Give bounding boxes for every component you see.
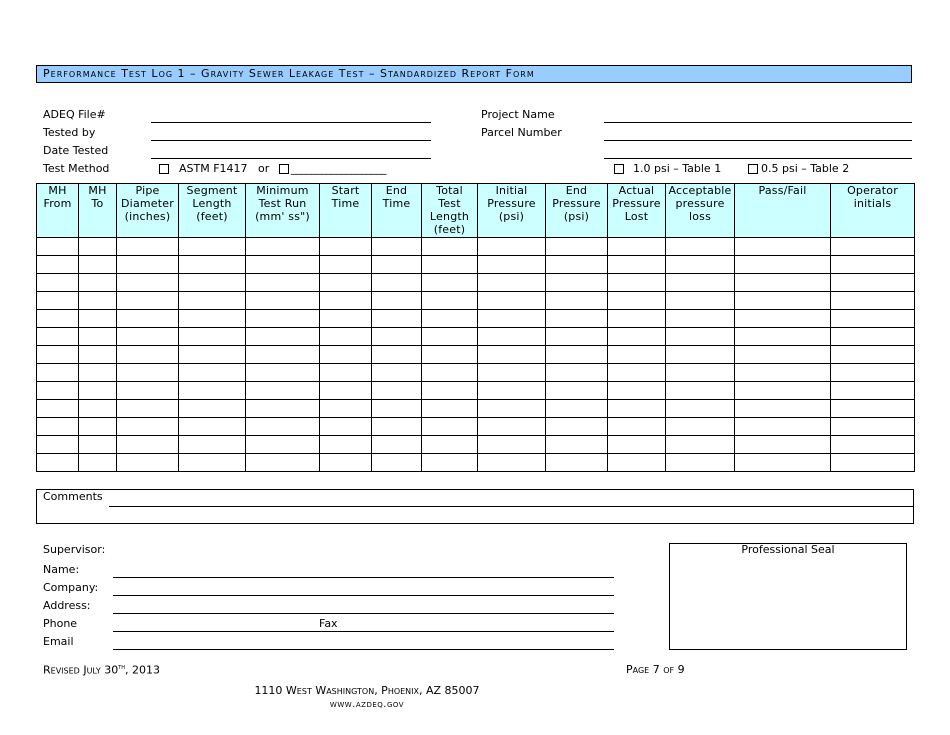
table-cell[interactable]: [831, 364, 915, 382]
table-cell[interactable]: [735, 382, 831, 400]
table-cell[interactable]: [608, 454, 666, 472]
table-cell[interactable]: [831, 418, 915, 436]
table-cell[interactable]: [831, 274, 915, 292]
date-tested-field[interactable]: [151, 158, 431, 159]
table-cell[interactable]: [735, 400, 831, 418]
table-cell[interactable]: [608, 346, 666, 364]
table-cell[interactable]: [372, 400, 422, 418]
table-cell[interactable]: [735, 346, 831, 364]
table-cell[interactable]: [320, 418, 372, 436]
table-cell[interactable]: [478, 364, 546, 382]
table-cell[interactable]: [422, 328, 478, 346]
table-cell[interactable]: [735, 328, 831, 346]
table-cell[interactable]: [831, 454, 915, 472]
table-cell[interactable]: [320, 238, 372, 256]
table-cell[interactable]: [372, 364, 422, 382]
table-cell[interactable]: [320, 436, 372, 454]
table-row: [37, 418, 915, 436]
table-cell[interactable]: [422, 256, 478, 274]
table-cell[interactable]: [320, 292, 372, 310]
table-cell[interactable]: [37, 418, 79, 436]
table-cell[interactable]: [179, 454, 246, 472]
label-phone: Phone: [43, 617, 78, 630]
table-cell[interactable]: [666, 238, 735, 256]
table-cell[interactable]: [117, 310, 179, 328]
table-cell[interactable]: [79, 310, 117, 328]
company-field[interactable]: [113, 595, 614, 596]
adeq-file-field[interactable]: [151, 122, 431, 123]
table-header-row: [37, 184, 915, 238]
table-row: [37, 382, 915, 400]
table-cell[interactable]: [372, 382, 422, 400]
label-adeq-file: ADEQ File#: [43, 108, 106, 121]
phone-fax-field[interactable]: [113, 631, 614, 632]
table-row: [37, 436, 915, 454]
column-header: End Time: [372, 184, 422, 238]
professional-seal-box: [669, 543, 907, 650]
other-method-field[interactable]: ___________________: [291, 162, 386, 175]
column-header: MH To: [79, 184, 117, 238]
test-log-table: [36, 183, 915, 472]
label-company: Company:: [43, 581, 99, 594]
table-cell[interactable]: [79, 382, 117, 400]
table-cell[interactable]: [372, 328, 422, 346]
email-field[interactable]: [113, 649, 614, 650]
table-cell[interactable]: [422, 364, 478, 382]
table-cell[interactable]: [179, 364, 246, 382]
table-cell[interactable]: [117, 256, 179, 274]
table-cell[interactable]: [179, 292, 246, 310]
table-cell[interactable]: [608, 292, 666, 310]
comments-line-1: [109, 506, 913, 507]
table-cell[interactable]: [372, 418, 422, 436]
label-test-method: Test Method: [43, 162, 110, 175]
table-cell[interactable]: [372, 292, 422, 310]
column-header: Initial Pressure (psi): [478, 184, 546, 238]
column-header: MH From: [37, 184, 79, 238]
table-cell[interactable]: [608, 310, 666, 328]
parcel-number-field[interactable]: [604, 140, 912, 141]
table-cell[interactable]: [666, 454, 735, 472]
table-cell[interactable]: [831, 328, 915, 346]
table-cell[interactable]: [37, 256, 79, 274]
table-cell[interactable]: [246, 310, 320, 328]
table-cell[interactable]: [79, 400, 117, 418]
table-cell[interactable]: [478, 400, 546, 418]
table-cell[interactable]: [372, 238, 422, 256]
table-cell[interactable]: [320, 454, 372, 472]
table-cell[interactable]: [422, 238, 478, 256]
table-cell[interactable]: [179, 328, 246, 346]
table-cell[interactable]: [246, 418, 320, 436]
table-cell[interactable]: [478, 418, 546, 436]
table-cell[interactable]: [422, 400, 478, 418]
table-cell[interactable]: [422, 346, 478, 364]
table-cell[interactable]: [37, 364, 79, 382]
table-cell[interactable]: [246, 346, 320, 364]
table-cell[interactable]: [179, 382, 246, 400]
table-cell[interactable]: [320, 256, 372, 274]
table-cell[interactable]: [117, 292, 179, 310]
table-cell[interactable]: [246, 328, 320, 346]
table-cell[interactable]: [546, 238, 608, 256]
table-cell[interactable]: [422, 274, 478, 292]
table-cell[interactable]: [179, 436, 246, 454]
table-cell[interactable]: [372, 346, 422, 364]
option-05psi-checkbox[interactable]: [748, 164, 758, 174]
comments-box[interactable]: [36, 489, 914, 524]
table-cell[interactable]: [546, 292, 608, 310]
table-cell[interactable]: [179, 256, 246, 274]
table-cell[interactable]: [179, 238, 246, 256]
table-cell[interactable]: [179, 346, 246, 364]
table-cell[interactable]: [608, 238, 666, 256]
astm-label: ASTM F1417: [179, 162, 248, 175]
table-cell[interactable]: [37, 310, 79, 328]
table-cell[interactable]: [179, 418, 246, 436]
table-cell[interactable]: [478, 382, 546, 400]
table-cell[interactable]: [37, 274, 79, 292]
table-cell[interactable]: [246, 274, 320, 292]
table-cell[interactable]: [117, 436, 179, 454]
table-cell[interactable]: [831, 292, 915, 310]
professional-seal-label: Professional Seal: [741, 543, 835, 556]
table-cell[interactable]: [422, 436, 478, 454]
table-cell[interactable]: [79, 328, 117, 346]
table-cell[interactable]: [422, 310, 478, 328]
table-cell[interactable]: [79, 364, 117, 382]
table-row: [37, 346, 915, 364]
table-cell[interactable]: [320, 310, 372, 328]
table-cell[interactable]: [546, 274, 608, 292]
table-cell[interactable]: [831, 382, 915, 400]
table-cell[interactable]: [608, 400, 666, 418]
table-cell[interactable]: [608, 382, 666, 400]
comments-label: Comments: [43, 490, 103, 503]
table-cell[interactable]: [735, 364, 831, 382]
table-cell[interactable]: [546, 328, 608, 346]
footer-website: www.azdeq.gov: [329, 699, 405, 710]
table-cell[interactable]: [831, 436, 915, 454]
table-cell[interactable]: [735, 292, 831, 310]
form-title: Performance Test Log 1 – Gravity Sewer Leakage Test – Standardized Report Form: [36, 65, 912, 83]
column-header: Pipe Diameter (inches): [117, 184, 179, 238]
table-cell[interactable]: [117, 238, 179, 256]
table-cell[interactable]: [117, 418, 179, 436]
table-cell[interactable]: [179, 400, 246, 418]
table-cell[interactable]: [37, 238, 79, 256]
table-cell[interactable]: [608, 256, 666, 274]
table-cell[interactable]: [666, 310, 735, 328]
table-cell[interactable]: [478, 310, 546, 328]
table-row: [37, 310, 915, 328]
table-row: [37, 400, 915, 418]
table-cell[interactable]: [735, 310, 831, 328]
table-cell[interactable]: [246, 256, 320, 274]
table-cell[interactable]: [179, 274, 246, 292]
table-row: [37, 274, 915, 292]
column-header: End Pressure (psi): [546, 184, 608, 238]
option-05psi-label: 0.5 psi – Table 2: [761, 162, 850, 175]
table-cell[interactable]: [117, 328, 179, 346]
table-cell[interactable]: [37, 328, 79, 346]
label-name: Name:: [43, 563, 80, 576]
table-cell[interactable]: [117, 364, 179, 382]
table-cell[interactable]: [246, 238, 320, 256]
table-cell[interactable]: [246, 436, 320, 454]
table-cell[interactable]: [372, 454, 422, 472]
table-cell[interactable]: [478, 238, 546, 256]
table-cell[interactable]: [117, 346, 179, 364]
column-header: Acceptable pressure loss: [666, 184, 735, 238]
table-cell[interactable]: [666, 346, 735, 364]
table-cell[interactable]: [608, 418, 666, 436]
table-cell[interactable]: [666, 436, 735, 454]
table-cell[interactable]: [422, 418, 478, 436]
table-cell[interactable]: [117, 400, 179, 418]
table-cell[interactable]: [831, 238, 915, 256]
table-cell[interactable]: [422, 454, 478, 472]
table-cell[interactable]: [422, 292, 478, 310]
table-cell[interactable]: [372, 256, 422, 274]
table-cell[interactable]: [320, 382, 372, 400]
tested-by-field[interactable]: [151, 140, 431, 141]
table-cell[interactable]: [666, 292, 735, 310]
table-cell[interactable]: [320, 274, 372, 292]
column-header: Pass/Fail: [735, 184, 831, 238]
table-cell[interactable]: [79, 436, 117, 454]
table-cell[interactable]: [372, 310, 422, 328]
table-cell[interactable]: [735, 436, 831, 454]
table-cell[interactable]: [608, 328, 666, 346]
label-fax: Fax: [319, 617, 338, 630]
table-row: [37, 292, 915, 310]
label-email: Email: [43, 635, 74, 648]
table-cell[interactable]: [478, 454, 546, 472]
project-name-field[interactable]: [604, 122, 912, 123]
table-cell[interactable]: [546, 256, 608, 274]
table-cell[interactable]: [320, 346, 372, 364]
supervisor-heading: Supervisor:: [43, 543, 106, 556]
column-header: Start Time: [320, 184, 372, 238]
table-cell[interactable]: [246, 382, 320, 400]
table-cell[interactable]: [79, 238, 117, 256]
option-1psi-label: 1.0 psi – Table 1: [633, 162, 722, 175]
table-cell[interactable]: [666, 364, 735, 382]
table-cell[interactable]: [546, 418, 608, 436]
table-cell[interactable]: [117, 454, 179, 472]
table-cell[interactable]: [478, 292, 546, 310]
table-cell[interactable]: [79, 292, 117, 310]
table-cell[interactable]: [666, 256, 735, 274]
table-cell[interactable]: [666, 382, 735, 400]
label-parcel-number: Parcel Number: [481, 126, 562, 139]
page-number: Page 7 of 9: [626, 663, 685, 676]
table-cell[interactable]: [546, 310, 608, 328]
table-cell[interactable]: [79, 454, 117, 472]
table-row: [37, 454, 915, 472]
table-cell[interactable]: [320, 364, 372, 382]
table-cell[interactable]: [246, 292, 320, 310]
column-header: Segment Length (feet): [179, 184, 246, 238]
table-cell[interactable]: [79, 274, 117, 292]
table-cell[interactable]: [666, 418, 735, 436]
option-1psi-checkbox[interactable]: [614, 164, 624, 174]
name-field[interactable]: [113, 577, 614, 578]
table-cell[interactable]: [478, 328, 546, 346]
table-cell[interactable]: [546, 364, 608, 382]
table-row: [37, 328, 915, 346]
table-cell[interactable]: [37, 436, 79, 454]
table-cell[interactable]: [831, 310, 915, 328]
table-cell[interactable]: [546, 436, 608, 454]
label-date-tested: Date Tested: [43, 144, 109, 157]
astm-checkbox[interactable]: [159, 164, 169, 174]
label-project-name: Project Name: [481, 108, 555, 121]
table-cell[interactable]: [735, 256, 831, 274]
table-row: [37, 256, 915, 274]
column-header: Total Test Length (feet): [422, 184, 478, 238]
table-cell[interactable]: [37, 400, 79, 418]
table-cell[interactable]: [79, 346, 117, 364]
table-cell[interactable]: [179, 310, 246, 328]
table-cell[interactable]: [246, 364, 320, 382]
table-cell[interactable]: [37, 454, 79, 472]
table-cell[interactable]: [246, 454, 320, 472]
column-header: Operator initials: [831, 184, 915, 238]
table-cell[interactable]: [546, 454, 608, 472]
table-cell[interactable]: [372, 274, 422, 292]
table-cell[interactable]: [478, 274, 546, 292]
column-header: Minimum Test Run (mm' ss"): [246, 184, 320, 238]
table-cell[interactable]: [831, 400, 915, 418]
revised-date: Revised July 30th, 2013: [43, 663, 161, 677]
table-cell[interactable]: [831, 346, 915, 364]
table-cell[interactable]: [320, 328, 372, 346]
method-or-label: or: [258, 162, 270, 175]
table-cell[interactable]: [735, 418, 831, 436]
table-cell[interactable]: [666, 274, 735, 292]
table-cell[interactable]: [422, 382, 478, 400]
label-tested-by: Tested by: [43, 126, 96, 139]
table-cell[interactable]: [546, 346, 608, 364]
address-field[interactable]: [113, 613, 614, 614]
column-header: Actual Pressure Lost: [608, 184, 666, 238]
table-cell[interactable]: [608, 364, 666, 382]
table-cell[interactable]: [546, 400, 608, 418]
table-cell[interactable]: [666, 400, 735, 418]
table-cell[interactable]: [246, 400, 320, 418]
table-cell[interactable]: [546, 382, 608, 400]
table-cell[interactable]: [831, 256, 915, 274]
table-cell[interactable]: [735, 238, 831, 256]
table-row: [37, 364, 915, 382]
table-cell[interactable]: [37, 382, 79, 400]
table-cell[interactable]: [79, 256, 117, 274]
table-cell[interactable]: [478, 256, 546, 274]
other-method-checkbox[interactable]: [279, 164, 289, 174]
table-row: [37, 238, 915, 256]
table-cell[interactable]: [117, 274, 179, 292]
table-cell[interactable]: [117, 382, 179, 400]
table-cell[interactable]: [608, 274, 666, 292]
table-cell[interactable]: [37, 346, 79, 364]
label-address: Address:: [43, 599, 91, 612]
table-cell[interactable]: [735, 454, 831, 472]
table-cell[interactable]: [372, 436, 422, 454]
table-cell[interactable]: [79, 418, 117, 436]
table-cell[interactable]: [608, 436, 666, 454]
table-cell[interactable]: [37, 292, 79, 310]
right-blank-field[interactable]: [604, 158, 912, 159]
table-cell[interactable]: [320, 400, 372, 418]
footer-address: 1110 West Washington, Phoenix, AZ 85007: [254, 684, 480, 697]
table-cell[interactable]: [735, 274, 831, 292]
table-cell[interactable]: [478, 436, 546, 454]
table-cell[interactable]: [478, 346, 546, 364]
table-cell[interactable]: [666, 328, 735, 346]
